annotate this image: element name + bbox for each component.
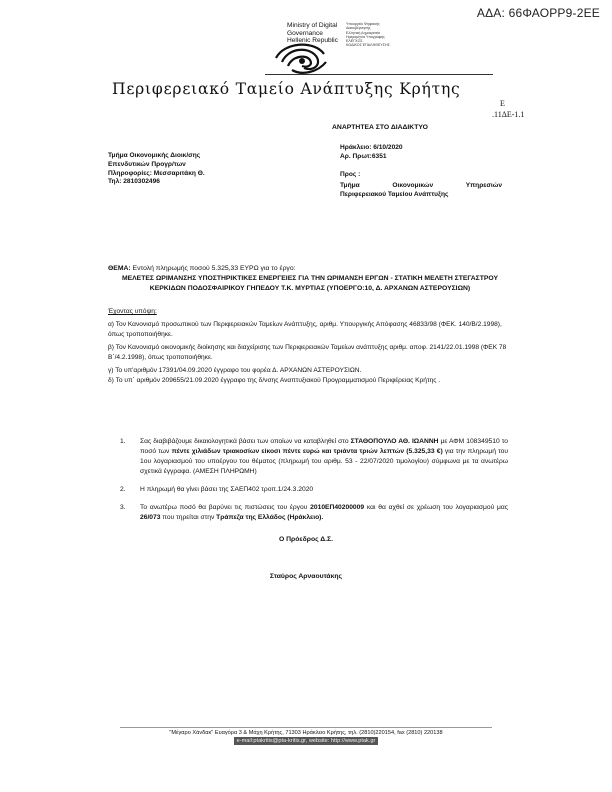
ref-letter: Ε <box>500 99 505 108</box>
recital-a: α) Τον Κανονισμό προσωπικού των Περιφερειακών Ταμείων Ανάπτυξης, αριθμ. Υπουργικής Απόφασης 46833/98 (ΦΕΚ. 140/Β/2.1998), όπως τροποποιήθηκε. <box>108 321 502 338</box>
recipient-label: Προς : <box>340 171 361 178</box>
recitals-list <box>108 320 508 390</box>
recipient-line-1: Τμήμα Οικονομικών Υπηρεσιών <box>340 182 502 189</box>
protocol-number: Αρ. Πρωτ:6351 <box>340 153 387 160</box>
ada-code: ΑΔΑ: 66ΦΑΟΡΡ9-2ΕΕ <box>476 6 600 20</box>
considering-label: Έχοντας υπόψη: <box>108 308 157 315</box>
item-1: 1. Σας διαβιβάζουμε δικαιολογητικά βάσει των οποίων να καταβληθεί στο ΣΤΑΘΟΠΟΥΛΟ ΑΘ. ΙΩΑΝΝΗ με ΑΦΜ 108349510 το ποσό των πέντε χιλιάδων τριακοσίων είκοσι πέντε ευρώ και τριάντα τριών λεπτών (5.325,33 €) για την πληρωμή του 1ου λογαριασμού του υποέργου του θέματος (πληρωμή του αριθμ. 53 - 22/07/2020 τιμολογίου) σύμφωνα με τα ανωτέρω σχετικά έγγραφα. (ΑΜΕΣΗ ΠΛΗΡΩΜΗ) <box>120 438 509 475</box>
item-2: 2. Η πληρωμή θα γίνει βάσει της ΣΑΕΠ402 τροπ.1/24.3.2020 <box>120 486 314 493</box>
recipient-line-2: Περιφερειακού Ταμείου Ανάπτυξης <box>340 191 449 198</box>
numbered-items <box>120 437 508 531</box>
ref-code: .11ΔΕ-1.1 <box>492 110 525 119</box>
recital-b: β) Τον Κανονισμό οικονομικής διοίκησης και διαχείρισης των Περιφερειακών Ταμείων ανάπτυξης αριθμ. αποφ. 2141/22.01.1998 (ΦΕΚ 78 Β΄/4.2.1998), όπως τροποποιήθηκε. <box>108 344 507 361</box>
organization-title: Περιφερειακό Ταμείο Ανάπτυξης Κρήτης <box>112 80 461 98</box>
document-date: Ηράκλειο: 6/10/2020 <box>340 144 403 151</box>
publish-note: ΑΝΑΡΤΗΤΕΑ ΣΤΟ ΔΙΑΔΙΚΤΥΟ <box>332 124 428 131</box>
subject-text: Εντολή πληρωμής ποσού 5.325,33 ΕΥΡΩ για το έργο: <box>132 265 296 272</box>
subject-line <box>108 264 512 274</box>
footer-address: "Μέγαρο Χάνδακ" Ευαγόρα 3 & Μάχη Κρήτης, 71303 Ηράκλειο Κρήτης, τηλ. (2810)220154, fax (2810) 220138 <box>120 727 492 737</box>
subject-prefix: ΘΕΜΑ: <box>108 265 131 272</box>
signature-title: Ο Πρόεδρος Δ.Σ. <box>278 536 334 543</box>
sender-block <box>108 152 205 187</box>
subject-block <box>108 264 512 294</box>
signature-name: Σταύρος Αρναουτάκης <box>269 573 343 580</box>
recital-d: δ) Το υπ΄ αριθμόν 209655/21.09.2020 έγγραφο της δ/νσης Αναπτυξιακού Προγραμματισμού Περιφέρειας Κρήτης . <box>108 376 441 384</box>
ministry-label-en: Ministry of Digital Governance Hellenic Republic <box>287 22 338 45</box>
account-number: 26/073 <box>140 514 161 521</box>
footer <box>120 727 492 745</box>
footer-contact: e-mail:ptakritis@pta-kritis.gr, website: http://www.ptak.gr <box>234 737 379 745</box>
item-3: 3. Το ανωτέρω ποσό θα βαρύνει τις πιστώσεις του έργου 2010ΕΠ40200009 και θα αχθεί σε χρέωση του λογαριασμού μας 26/073 που τηρείται στην Τράπεζα της Ελλάδος (Ηράκλειο). <box>120 504 508 521</box>
signature-stamp-text: Υπουργείο Ψηφιακής Διακυβέρνησης Ελληνική Δημοκρατία Ημερομηνία Υπογραφής ΕΛΕΓΧΟΣ ΚΩΔΙΚΟΣ ΕΠΑΛΗΘΕΥΣΗΣ <box>346 22 390 48</box>
subject-title: ΜΕΛΕΤΕΣ ΩΡΙΜΑΝΣΗΣ ΥΠΟΣΤΗΡΙΚΤΙΚΕΣ ΕΝΕΡΓΕΙΕΣ ΓΙΑ ΤΗΝ ΩΡΙΜΑΝΣΗ ΕΡΓΩΝ - ΣΤΑΤΙΚΗ ΜΕΛΕΤΗ ΣΤΕΓΑΣΤΡΟΥ ΚΕΡΚΙΔΩΝ ΠΟΔΟΣΦΑΙΡΙΚΟΥ ΓΗΠΕΔΟΥ Τ.Κ. ΜΥΡΤΙΑΣ (ΥΠΟΕΡΓΟ:10, Δ. ΑΡΧΑΝΩΝ ΑΣΤΕΡΟΥΣΙΩΝ) <box>121 275 499 292</box>
sender-subdept: Επενδυτικών Προγρ/των <box>108 160 186 168</box>
sender-dept: Τμήμα Οικονομικής Διοικ/σης <box>108 152 201 159</box>
sender-phone: Τηλ: 2810302496 <box>108 178 160 186</box>
sender-info: Πληροφορίες: Μεσσαριτάκη Θ. <box>108 169 205 177</box>
recital-c: γ) Το υπ'αριθμόν 17391/04.09.2020 έγγραφο του φορέα Δ. ΑΡΧΑΝΩΝ ΑΣΤΕΡΟΥΣΙΩΝ. <box>108 367 362 375</box>
bank-name: Τράπεζα της Ελλάδος (Ηράκλειο). <box>216 514 324 521</box>
amount-words: πέντε χιλιάδων τριακοσίων είκοσι πέντε ευρώ και τριάντα τριών λεπτών (5.325,33 €) <box>171 448 443 455</box>
project-code: 2010ΕΠ40200009 <box>310 504 365 511</box>
header-rule <box>265 74 493 75</box>
payee-name: ΣΤΑΘΟΠΟΥΛΟ ΑΘ. ΙΩΑΝΝΗ <box>350 438 439 445</box>
date-ref-block <box>340 143 403 161</box>
